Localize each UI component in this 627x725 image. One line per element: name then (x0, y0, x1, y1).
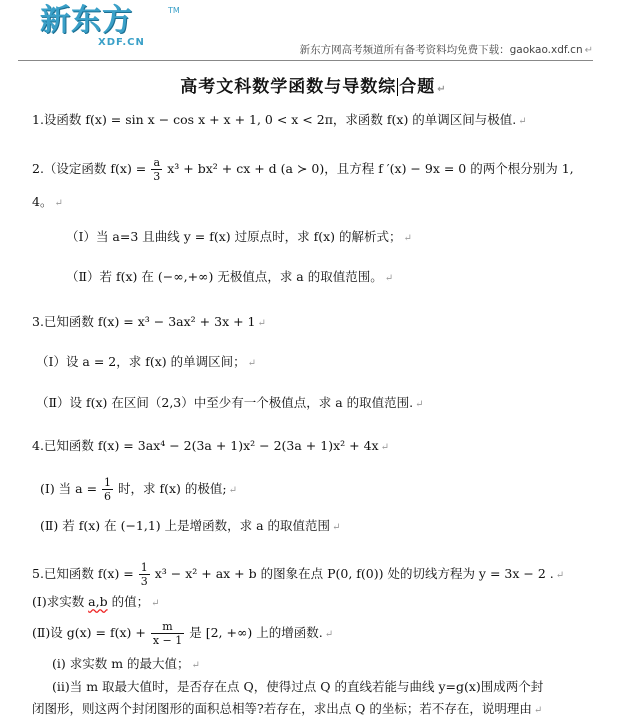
problem-5-part-2-ii-line-1 (52, 677, 543, 697)
problem-5-part-1-text-a: (Ⅰ)求实数 (32, 594, 89, 609)
fraction-m-over-x-minus-1: $\frac{m}{x - 1}$ (152, 620, 183, 647)
problem-3: 3.已知函数 f(x) = x³ − 3ax² + 3x + 1 ↵ (32, 314, 266, 329)
problem-5-part-2-text-a: (Ⅱ)设 g(x) = f(x) + (32, 625, 146, 640)
header-note: 新东方网高考频道所有备考资料均免费下载：gaokao.xdf.cn ↵ (299, 44, 593, 56)
problem-1-text: 1.设函数 f(x) = sin x − cos x + x + 1, 0 < x < 2π，求函数 f(x) 的单调区间与极值. (32, 112, 517, 127)
problem-4-part-2: (Ⅱ) 若 f(x) 在 (−1,1) 上是增函数，求 a 的取值范围 ↵ (40, 518, 341, 533)
problem-4-text: 4.已知函数 f(x) = 3ax⁴ − 2(3a + 1)x² − 2(3a + 1)x² + 4x (32, 438, 379, 453)
problem-5-part-2-text-b: 是 [2, +∞) 上的增函数. (189, 625, 323, 640)
problem-5-part-2-ii-text-1: (ii)当 m 取最大值时，是否存在点 Q，使得过点 Q 的直线若能与曲线 y=g(x)围成两个封 (52, 679, 544, 694)
problem-2-line-1 (32, 156, 574, 183)
problem-5-part-2-ii-line-2: 闭图形，则这两个封闭图形的面积总相等?若存在，求出点 Q 的坐标；若不存在，说明理由 ↵ (32, 701, 543, 716)
spellcheck-underlined-text: a,b (88, 594, 108, 609)
problem-5-text-b: x³ − x² + ax + b 的图象在点 P(0, f(0)) 处的切线方程为 y = 3x − 2 . (154, 566, 554, 581)
problem-2-line-2: 4。 ↵ (32, 194, 63, 209)
problem-3-text: 3.已知函数 f(x) = x³ − 3ax² + 3x + 1 (32, 314, 256, 329)
problem-3-part-1-text: （Ⅰ）设 a = 2，求 f(x) 的单调区间； (36, 354, 246, 369)
problem-2-part-2: （Ⅱ）若 f(x) 在 (−∞,+∞) 无极值点，求 a 的取值范围。 ↵ (66, 269, 394, 284)
problem-2-text-c: 4。 (32, 194, 53, 209)
problem-5-part-1-text-c: 的值； (107, 594, 150, 609)
header-note-text: 新东方网高考频道所有备考资料均免费下载：gaokao.xdf.cn (299, 44, 583, 56)
header-divider (18, 60, 593, 61)
problem-2-part-1-text: （Ⅰ）当 a=3 且曲线 y = f(x) 过原点时，求 f(x) 的解析式； (66, 229, 402, 244)
problem-4-part-1-text-b: 时，求 f(x) 的极值; (118, 481, 227, 496)
fraction-1-over-6: $\frac{1}{6}$ (104, 476, 112, 503)
problem-4-part-1: (Ⅰ) 当 a = $\frac{1}{6}$ 时，求 f(x) 的极值; ↵ (40, 476, 237, 503)
logo-trademark: TM (168, 6, 180, 15)
problem-4-part-2-text: (Ⅱ) 若 f(x) 在 (−1,1) 上是增函数，求 a 的取值范围 (40, 518, 331, 533)
document-title: 高考文科数学函数与导数综 合题 ↵ (180, 77, 447, 97)
problem-3-part-2: （Ⅱ）设 f(x) 在区间（2,3）中至少有一个极值点，求 a 的取值范围. ↵ (36, 395, 424, 410)
xdf-logo (40, 4, 180, 50)
problem-2-part-1: （Ⅰ）当 a=3 且曲线 y = f(x) 过原点时，求 f(x) 的解析式； ↵ (66, 229, 412, 244)
problem-3-part-1: （Ⅰ）设 a = 2，求 f(x) 的单调区间； ↵ (36, 354, 257, 369)
problem-4-part-1-text-a: (Ⅰ) 当 a = (40, 481, 98, 496)
problem-2-text-a: 2.（设定函数 f(x) = (32, 161, 147, 176)
problem-3-part-2-text: （Ⅱ）设 f(x) 在区间（2,3）中至少有一个极值点，求 a 的取值范围. (36, 395, 414, 410)
title-part-2: 合题 (399, 77, 436, 97)
problem-2-text-b: x³ + bx² + cx + d (a ≻ 0)，且方程 f ′(x) − 9x = 0 的两个根分别为 1, (167, 161, 574, 176)
problem-5: 5.已知函数 f(x) = $\frac{1}{3}$ x³ − x² + ax + b 的图象在点 P(0, f(0)) 处的切线方程为 y = 3x − 2 . ↵ (32, 561, 565, 588)
fraction-1-over-3: $\frac{1}{3}$ (140, 561, 148, 588)
logo-chinese-text: 新东方 (40, 3, 133, 38)
problem-5-part-2-i: (i) 求实数 m 的最大值； ↵ (52, 656, 200, 671)
problem-4: 4.已知函数 f(x) = 3ax⁴ − 2(3a + 1)x² − 2(3a + 1)x² + 4x ↵ (32, 438, 389, 453)
problem-5-text-a: 5.已知函数 f(x) = (32, 566, 134, 581)
problem-2-part-2-text: （Ⅱ）若 f(x) 在 (−∞,+∞) 无极值点，求 a 的取值范围。 (66, 269, 383, 284)
problem-5-part-2-i-text: (i) 求实数 m 的最大值； (52, 656, 190, 671)
logo-english-text: XDF.CN (98, 37, 145, 48)
fraction-a-over-3: $\frac{a}{3}$ (153, 156, 161, 183)
problem-5-part-2-ii-text-2: 闭图形，则这两个封闭图形的面积总相等?若存在，求出点 Q 的坐标；若不存在，说明理由 (32, 701, 532, 716)
title-part-1: 高考文科数学函数与导数综 (180, 77, 397, 97)
problem-5-part-2: (Ⅱ)设 g(x) = f(x) + $\frac{m}{x - 1}$ 是 [2, +∞) 上的增函数. ↵ (32, 620, 334, 647)
problem-1: 1.设函数 f(x) = sin x − cos x + x + 1, 0 < x < 2π，求函数 f(x) 的单调区间与极值. ↵ (32, 112, 527, 127)
problem-5-part-1: (Ⅰ)求实数 a,b 的值； ↵ (32, 594, 160, 609)
